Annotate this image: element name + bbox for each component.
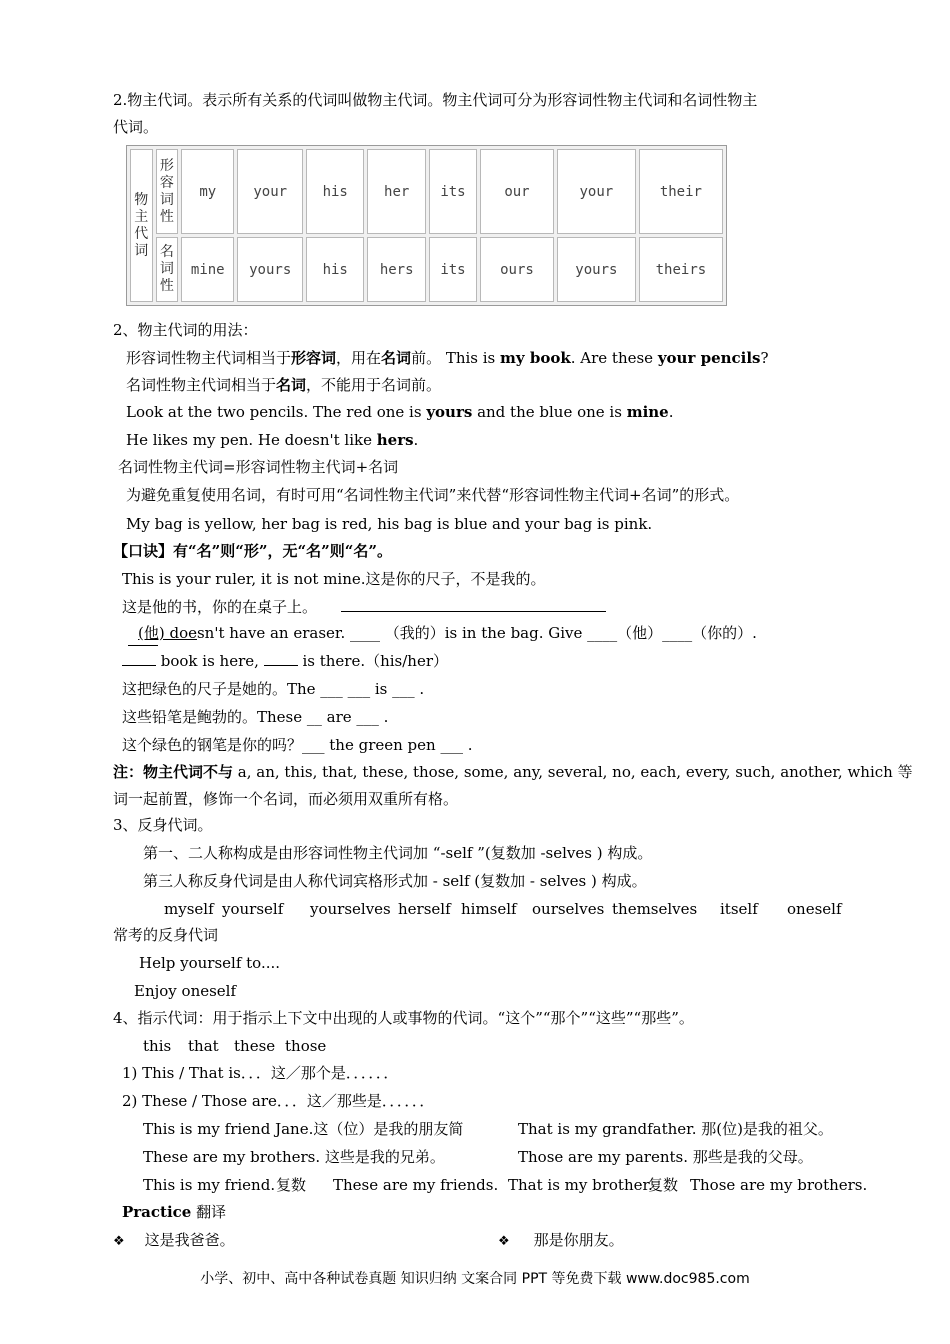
table-row-adjective [130, 149, 723, 234]
exercise-2: 这是他的书，你的在桌子上。 [122, 597, 606, 617]
demonstrative-word: that [188, 1037, 219, 1055]
usage-line-2: 名词性物主代词相当于名词，不能用于名词前。 [126, 376, 442, 394]
table-cell: its [429, 149, 477, 234]
sentence-1-right: That is my grandfather. 那(位)是我的祖父。 [518, 1120, 833, 1138]
section-4-heading: 4、指示代词：用于指示上下文中出现的人或事物的代词。“这个”“那个”“这些”“那些”。 [113, 1009, 694, 1027]
possessive-pronoun-table [126, 145, 727, 306]
sentence-3e: 复数 [648, 1176, 679, 1194]
pattern-2: 2) These / Those are．．．这／那些是．．．．．． [122, 1092, 435, 1110]
sentence-2-left: These are my brothers. 这些是我的兄弟。 [143, 1148, 445, 1166]
table-cell: your [237, 149, 303, 234]
exercise-4: book is here, is there.（his/her） [122, 651, 448, 671]
demonstrative-word: those [285, 1037, 327, 1055]
sentence-1-left: This is my friend Jane.这（位）是我的朋友简 [143, 1120, 464, 1138]
reflexive-word: oneself [787, 900, 842, 918]
section-3-heading: 3、反身代词。 [113, 816, 213, 834]
practice-label: Practice 翻译 [122, 1203, 227, 1221]
exercise-5: 这把绿色的尺子是她的。The ___ ___ is ___ . [122, 680, 425, 698]
reflexive-example-2: Enjoy oneself [134, 982, 237, 1000]
usage-line-5: 名词性物主代词=形容词性物主代词+名词 [118, 458, 399, 476]
pattern-1: 1) This / That is．．．这／那个是．．．．．． [122, 1064, 399, 1082]
table-row-header-text: 物主代词 [134, 191, 149, 259]
table-cell: her [367, 149, 425, 234]
table-cell: hers [367, 237, 425, 302]
usage-line-7: My bag is yellow, her bag is red, his bag is blue and your bag is pink. [126, 515, 653, 533]
sentence-3d: That is my brother. [508, 1176, 653, 1194]
reflexive-word: ourselves [532, 900, 605, 918]
practice-item-2: ❖ 那是你朋友。 [498, 1231, 624, 1249]
adjective-label: 形容词性 [159, 157, 174, 225]
common-reflexive-label: 常考的反身代词 [113, 926, 219, 944]
demonstrative-word: these [234, 1037, 276, 1055]
demonstrative-word: this [143, 1037, 172, 1055]
answer-blank[interactable] [122, 651, 156, 666]
table-cell: your [557, 149, 636, 234]
sentence-2-right: Those are my parents. 那些是我的父母。 [518, 1148, 813, 1166]
table-cell: yours [557, 237, 636, 302]
reflexive-example-1: Help yourself to.... [139, 954, 281, 972]
exercise-1: This is your ruler, it is not mine.这是你的尺子，不是我的。 [122, 570, 546, 588]
note-line-2: 词一起前置，修饰一个名词，而必须用双重所有格。 [113, 790, 459, 808]
table-cell: his [306, 149, 364, 234]
usage-line-6: 为避免重复使用名词，有时可用“名词性物主代词”来代替“形容词性物主代词+名词”的形式。 [126, 486, 740, 504]
usage-line-1: 形容词性物主代词相当于形容词，用在名词前。 This is my book. Are these your pencils? [126, 349, 769, 367]
usage-heading: 2、物主代词的用法： [113, 321, 258, 339]
practice-item-1: ❖ 这是我爸爸。 [113, 1231, 235, 1249]
diamond-bullet-icon: ❖ [498, 1234, 510, 1249]
noun-label: 名词性 [159, 244, 174, 295]
table-row-noun [130, 237, 723, 302]
reflexive-word: itself [720, 900, 758, 918]
section-3-line-1: 第一、二人称构成是由形容词性物主代词加 “-self ”(复数加 -selves ) 构成。 [143, 844, 653, 862]
table-cell: his [306, 237, 364, 302]
section-2-title-line1: 2.物主代词。表示所有关系的代词叫做物主代词。物主代词可分为形容词性物主代词和名词性物主 [113, 91, 758, 109]
table-row-header [130, 149, 153, 302]
usage-line-4: He likes my pen. He doesn't like hers. [126, 431, 419, 449]
mnemonic: 【口诀】有“名”则“形”，无“名”则“名”。 [113, 542, 393, 560]
section-2-title-line2: 代词。 [113, 118, 159, 136]
table-cell: mine [181, 237, 234, 302]
answer-blank[interactable] [264, 651, 298, 666]
table-cell: ours [480, 237, 554, 302]
table-cell: theirs [639, 237, 723, 302]
usage-line-3: Look at the two pencils. The red one is yours and the blue one is mine. [126, 403, 674, 421]
exercise-6: 这些铅笔是鲍勃的。These __ are ___ . [122, 708, 389, 726]
table-cell: their [639, 149, 723, 234]
note-line-1: 注：物主代词不与 a, an, this, that, these, those, some, any, several, no, each, every, such, another, which 等 [113, 763, 913, 781]
exercise-7: 这个绿色的钢笔是你的吗？___ the green pen ___ . [122, 736, 473, 754]
reflexive-word: yourself [222, 900, 284, 918]
table-cell: our [480, 149, 554, 234]
diamond-bullet-icon: ❖ [113, 1234, 125, 1249]
exercise-3: (他) doesn't have an eraser. ____ （我的）is in the bag. Give ____（他）____（你的）. [138, 624, 757, 642]
underline-mark [128, 645, 158, 646]
reflexive-word: myself [164, 900, 214, 918]
reflexive-word: themselves [612, 900, 698, 918]
sentence-3b: 复数 [276, 1176, 307, 1194]
reflexive-word: herself [398, 900, 451, 918]
table-cell: yours [237, 237, 303, 302]
sentence-3f: Those are my brothers. [690, 1176, 868, 1194]
reflexive-word: himself [461, 900, 517, 918]
table-cell: my [181, 149, 234, 234]
section-3-line-2: 第三人称反身代词是由人称代词宾格形式加 - self (复数加 - selves ) 构成。 [143, 872, 647, 890]
answer-blank[interactable] [341, 597, 606, 612]
reflexive-word: yourselves [310, 900, 391, 918]
sentence-3a: This is my friend. [143, 1176, 276, 1194]
page-footer: 小学、初中、高中各种试卷真题 知识归纳 文案合同 PPT 等免费下载 www.doc985.com [200, 1271, 750, 1287]
table-cell: its [429, 237, 477, 302]
sentence-3c: These are my friends. [333, 1176, 499, 1194]
